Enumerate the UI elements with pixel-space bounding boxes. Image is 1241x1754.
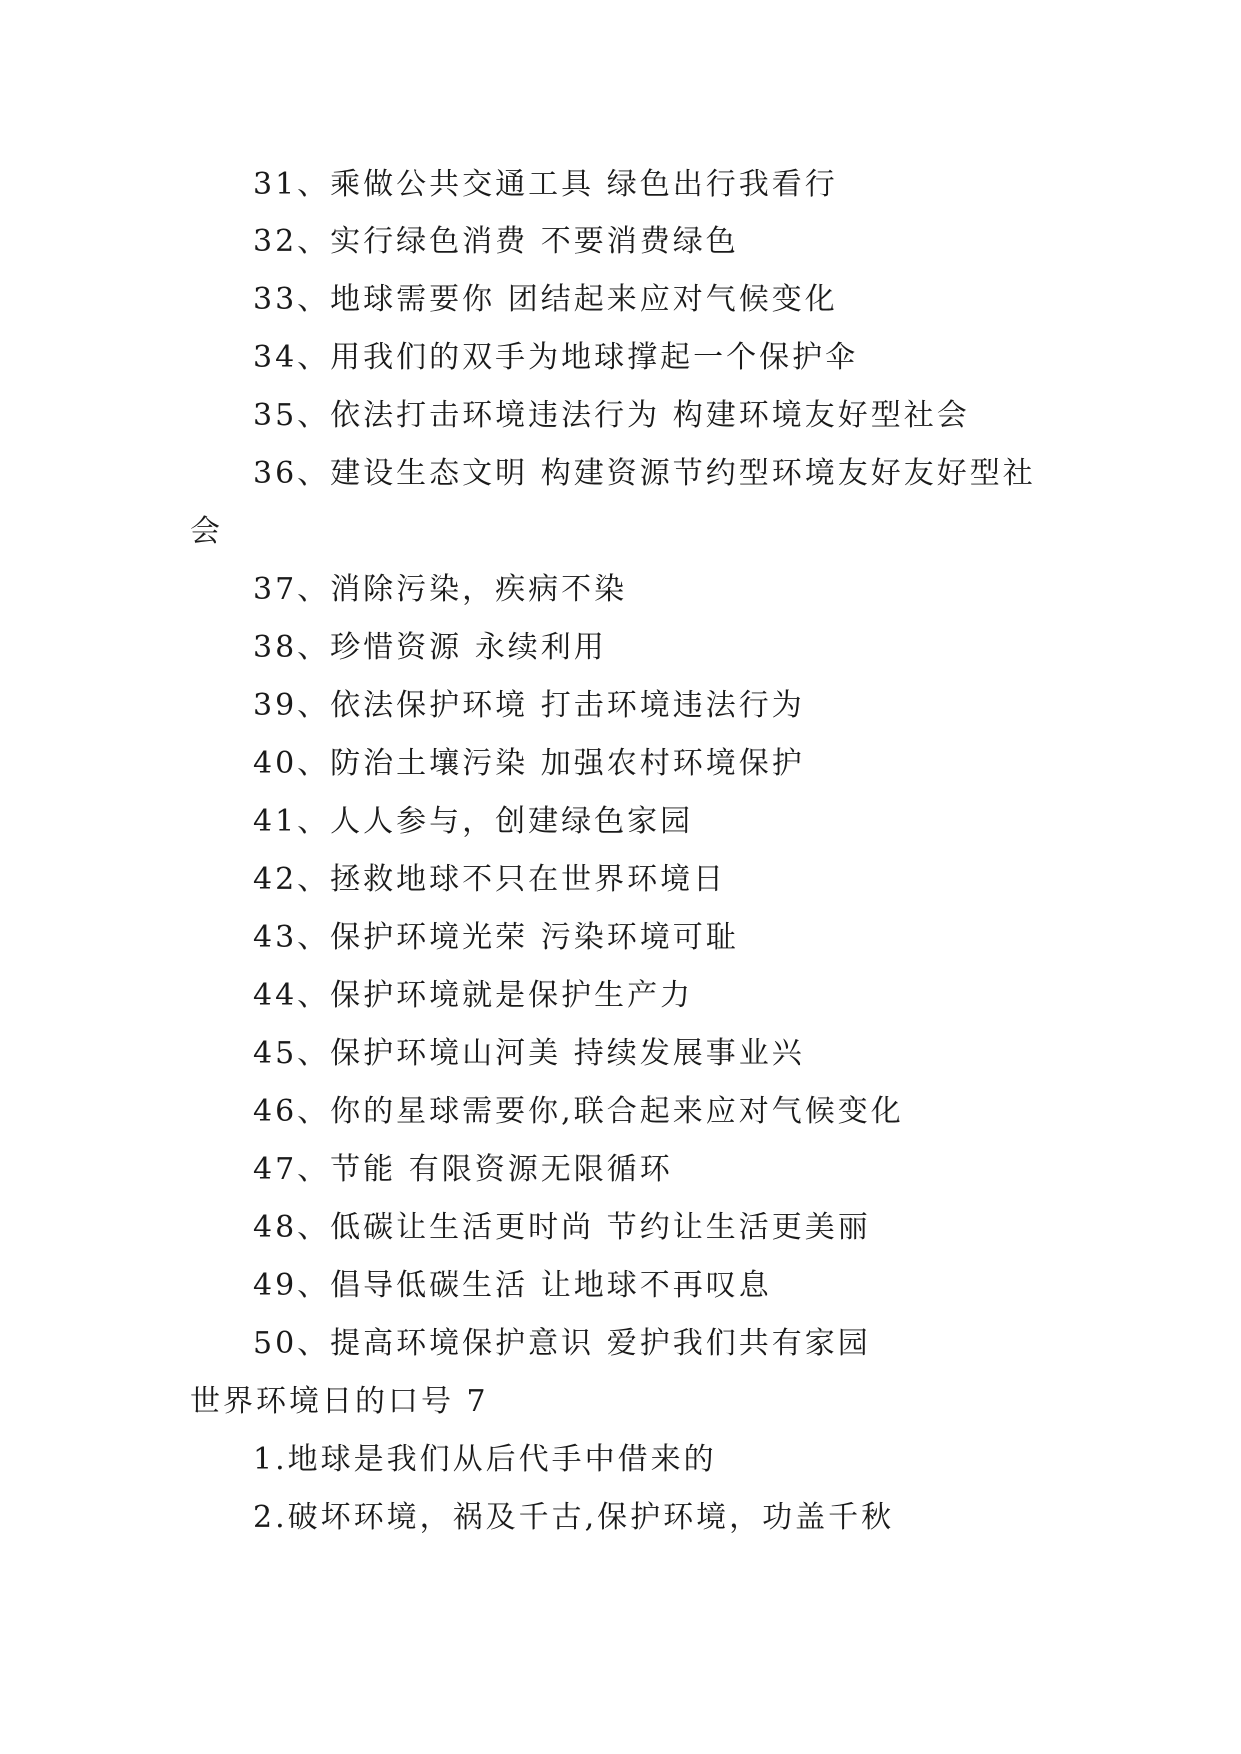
slogan-45: 45、保护环境山河美 持续发展事业兴: [253, 1036, 805, 1071]
slogan-43: 43、保护环境光荣 污染环境可耻: [253, 920, 739, 955]
slogan-37: 37、消除污染，疾病不染: [253, 572, 628, 607]
slogan-38: 38、珍惜资源 永续利用: [253, 630, 607, 665]
slogan-47: 47、节能 有限资源无限循环: [253, 1152, 673, 1187]
slogan-50: 50、提高环境保护意识 爱护我们共有家园: [253, 1326, 871, 1361]
slogan-40: 40、防治土壤污染 加强农村环境保护: [253, 746, 805, 781]
slogan-36-wrap: 会: [190, 514, 223, 549]
slogan-46: 46、你的星球需要你,联合起来应对气候变化: [253, 1094, 904, 1129]
slogan-39: 39、依法保护环境 打击环境违法行为: [253, 688, 805, 723]
slogan-35: 35、依法打击环境违法行为 构建环境友好型社会: [253, 398, 970, 433]
slogan-31: 31、乘做公共交通工具 绿色出行我看行: [253, 167, 838, 202]
slogan-42: 42、拯救地球不只在世界环境日: [253, 862, 727, 897]
section-item-1: 1.地球是我们从后代手中借来的: [253, 1442, 717, 1477]
slogan-33: 33、地球需要你 团结起来应对气候变化: [253, 282, 838, 317]
section-item-2: 2.破坏环境，祸及千古,保护环境，功盖千秋: [253, 1500, 895, 1535]
slogan-48: 48、低碳让生活更时尚 节约让生活更美丽: [253, 1210, 871, 1245]
slogan-32: 32、实行绿色消费 不要消费绿色: [253, 224, 739, 259]
slogan-36: 36、建设生态文明 构建资源节约型环境友好友好型社: [253, 456, 1036, 491]
slogan-34: 34、用我们的双手为地球撑起一个保护伞: [253, 340, 859, 375]
section-heading: 世界环境日的口号 7: [190, 1384, 489, 1419]
slogan-49: 49、倡导低碳生活 让地球不再叹息: [253, 1268, 772, 1303]
slogan-41: 41、人人参与，创建绿色家园: [253, 804, 694, 839]
slogan-44: 44、保护环境就是保护生产力: [253, 978, 694, 1013]
